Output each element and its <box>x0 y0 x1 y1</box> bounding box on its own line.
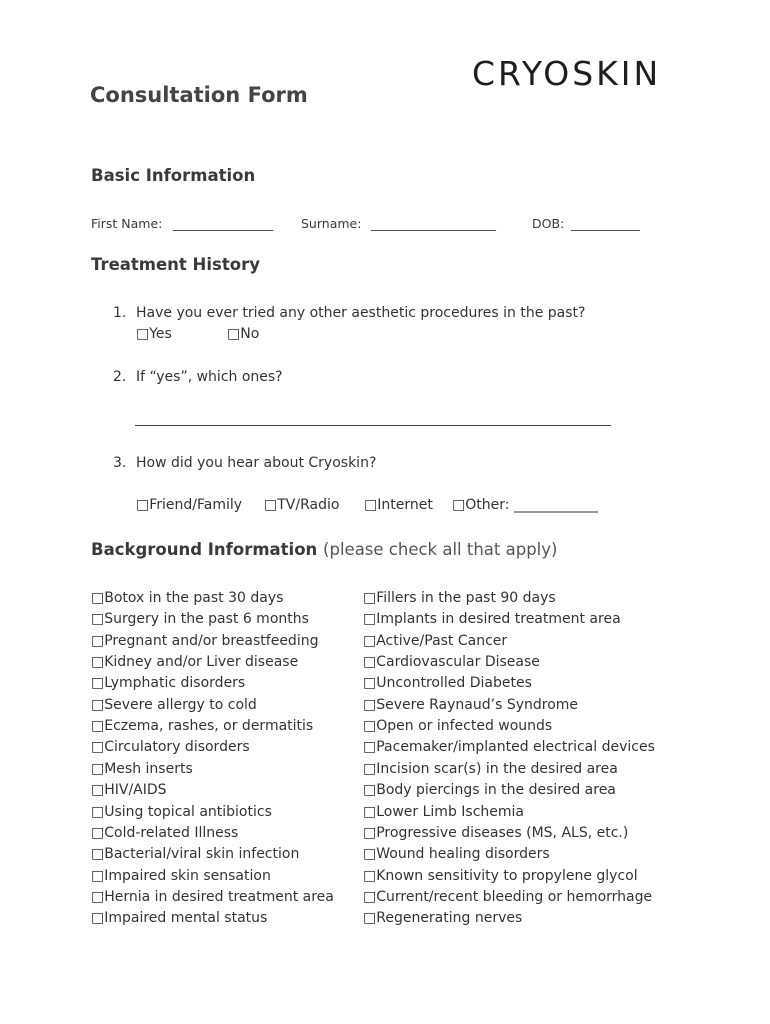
page-title: Consultation Form <box>90 83 308 107</box>
condition-checkbox-left-9[interactable]: □Mesh inserts <box>91 760 193 777</box>
surname-field[interactable]: ____________________ <box>371 216 496 231</box>
first-name-label: First Name: <box>91 216 163 231</box>
condition-checkbox-right-16[interactable]: □Regenerating nerves <box>363 910 523 927</box>
condition-checkbox-left-8[interactable]: □Circulatory disorders <box>91 739 250 756</box>
condition-checkbox-right-15[interactable]: □Current/recent bleeding or hemorrhage <box>363 888 653 905</box>
question-2-number: 2. <box>113 369 127 385</box>
q3-internet-checkbox[interactable]: □Internet <box>364 497 433 513</box>
condition-checkbox-left-11[interactable]: □Using topical antibiotics <box>91 803 272 820</box>
background-heading-text: Background Information <box>91 540 318 559</box>
condition-checkbox-left-10[interactable]: □HIV/AIDS <box>91 782 167 799</box>
condition-checkbox-right-11[interactable]: □Lower Limb Ischemia <box>363 803 524 820</box>
condition-checkbox-left-4[interactable]: □Kidney and/or Liver disease <box>91 654 299 671</box>
condition-checkbox-left-7[interactable]: □Eczema, rashes, or dermatitis <box>91 718 314 735</box>
condition-checkbox-right-12[interactable]: □Progressive diseases (MS, ALS, etc.) <box>363 824 629 841</box>
condition-checkbox-right-8[interactable]: □Pacemaker/implanted electrical devices <box>363 739 655 756</box>
condition-checkbox-left-16[interactable]: □Impaired mental status <box>91 910 268 927</box>
condition-checkbox-left-12[interactable]: □Cold-related Illness <box>91 824 239 841</box>
surname-label: Surname: <box>301 216 362 231</box>
question-1-number: 1. <box>113 305 127 321</box>
question-1-text: Have you ever tried any other aesthetic procedures in the past? <box>136 305 586 321</box>
q3-other-checkbox[interactable]: □Other: ____________ <box>452 497 598 513</box>
condition-checkbox-left-1[interactable]: □Botox in the past 30 days <box>91 590 284 606</box>
condition-checkbox-left-6[interactable]: □Severe allergy to cold <box>91 696 257 713</box>
condition-checkbox-right-1[interactable]: □Fillers in the past 90 days <box>363 590 556 606</box>
condition-checkbox-right-13[interactable]: □Wound healing disorders <box>363 846 550 863</box>
background-heading-note: (please check all that apply) <box>323 540 558 559</box>
condition-checkbox-left-13[interactable]: □Bacterial/viral skin infection <box>91 846 300 863</box>
basic-info-heading: Basic Information <box>91 166 256 185</box>
question-3-number: 3. <box>113 455 127 471</box>
q3-friend-family-checkbox[interactable]: □Friend/Family <box>136 497 243 513</box>
question-3-text: How did you hear about Cryoskin? <box>136 455 377 471</box>
q1-yes-checkbox[interactable]: □Yes <box>136 326 172 342</box>
condition-checkbox-right-9[interactable]: □Incision scar(s) in the desired area <box>363 760 618 777</box>
treatment-history-heading: Treatment History <box>91 255 260 274</box>
condition-checkbox-right-14[interactable]: □Known sensitivity to propylene glycol <box>363 867 638 884</box>
condition-checkbox-right-10[interactable]: □Body piercings in the desired area <box>363 782 616 799</box>
condition-checkbox-left-3[interactable]: □Pregnant and/or breastfeeding <box>91 632 319 649</box>
question-2-text: If “yes”, which ones? <box>136 369 283 385</box>
condition-checkbox-right-2[interactable]: □Implants in desired treatment area <box>363 611 621 628</box>
condition-checkbox-right-5[interactable]: □Uncontrolled Diabetes <box>363 675 532 692</box>
q1-no-checkbox[interactable]: □No <box>227 326 260 342</box>
condition-checkbox-left-5[interactable]: □Lymphatic disorders <box>91 675 246 692</box>
brand-logo: CRYOSKIN <box>472 54 662 93</box>
first-name-field[interactable]: ________________ <box>173 216 273 231</box>
condition-checkbox-right-4[interactable]: □Cardiovascular Disease <box>363 654 540 671</box>
q3-tv-radio-checkbox[interactable]: □TV/Radio <box>264 497 340 513</box>
condition-checkbox-right-3[interactable]: □Active/Past Cancer <box>363 632 508 649</box>
q2-answer-line[interactable] <box>135 425 611 426</box>
dob-label: DOB: <box>532 216 565 231</box>
condition-checkbox-left-14[interactable]: □Impaired skin sensation <box>91 867 271 884</box>
condition-checkbox-right-7[interactable]: □Open or infected wounds <box>363 718 553 735</box>
dob-field[interactable]: ___________ <box>571 216 640 231</box>
condition-checkbox-left-2[interactable]: □Surgery in the past 6 months <box>91 611 309 628</box>
condition-checkbox-right-6[interactable]: □Severe Raynaud’s Syndrome <box>363 696 579 713</box>
background-info-heading <box>91 540 557 559</box>
condition-checkbox-left-15[interactable]: □Hernia in desired treatment area <box>91 888 334 905</box>
